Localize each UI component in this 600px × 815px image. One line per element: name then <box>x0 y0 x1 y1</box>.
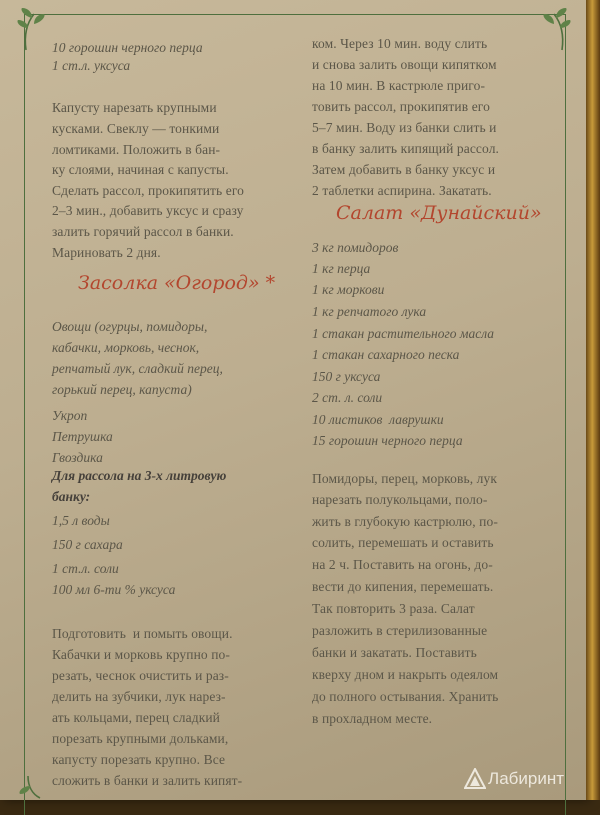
ingredient-line: 1 ст.л. уксуса <box>52 58 131 73</box>
text-line: банки и закатать. Поставить <box>312 645 477 660</box>
ingredient-line: Петрушка <box>52 429 113 444</box>
text-line: Помидоры, перец, морковь, лук <box>312 471 498 486</box>
ingredient-line: кабачки, морковь, чеснок, <box>52 340 200 355</box>
recipe-title: Засолка «Огород» * <box>78 272 276 294</box>
text-line: до полного остывания. Хранить <box>312 689 499 704</box>
ingredient-line: 150 г сахара <box>52 537 123 552</box>
text-line: на 2 ч. Поставить на огонь, до- <box>312 557 493 572</box>
leaf-ornament-icon <box>18 774 48 800</box>
ingredient-line: 10 горошин черного перца <box>52 40 203 55</box>
text-line: Подготовить и помыть овощи. <box>52 626 233 641</box>
ingredient-line: Укроп <box>52 408 88 423</box>
text-line: и снова залить овощи кипятком <box>312 57 497 72</box>
text-line: нарезать полукольцами, поло- <box>312 492 488 507</box>
text-line: ломтиками. Положить в бан- <box>52 142 221 157</box>
text-line: порезать крупными дольками, <box>52 731 229 746</box>
recipe-title: Салат «Дунайский» <box>336 202 542 224</box>
text-line: в прохладном месте. <box>312 711 433 726</box>
ingredient-line: 1,5 л воды <box>52 513 110 528</box>
ingredient-line: 15 горошин черного перца <box>312 433 463 448</box>
ingredient-line: 2 ст. л. соли <box>312 390 383 405</box>
text-line: Затем добавить в банку уксус и <box>312 162 496 177</box>
watermark-text: Лабиринт <box>488 769 564 788</box>
ingredient-line: 10 листиков лаврушки <box>312 412 444 427</box>
text-line: солить, перемешать и оставить <box>312 535 494 550</box>
ingredient-line: 1 кг моркови <box>312 282 385 297</box>
text-line: Кабачки и морковь крупно по- <box>52 647 230 662</box>
ingredient-line: 1 кг репчатого лука <box>312 304 427 319</box>
text-line: разложить в стерилизованные <box>312 623 488 638</box>
leaf-ornament-icon <box>534 6 574 52</box>
ingredient-line: 100 мл 6-ти % уксуса <box>52 582 176 597</box>
text-line: резать, чеснок очистить и раз- <box>52 668 229 683</box>
ingredient-line: 1 стакан растительного масла <box>312 326 495 341</box>
text-line: ку слоями, начиная с капусты. <box>52 162 229 177</box>
ingredient-line: репчатый лук, сладкий перец, <box>52 361 223 376</box>
book-binding <box>586 0 600 800</box>
text-line: жить в глубокую кастрюлю, по- <box>312 514 498 529</box>
text-line: ком. Через 10 мин. воду слить <box>312 36 488 51</box>
text-line: на 10 мин. В кастрюле приго- <box>312 78 486 93</box>
brine-heading: Для рассола на 3-х литровую <box>52 468 227 483</box>
ingredient-line: Овощи (огурцы, помидоры, <box>52 319 208 334</box>
text-line: ать кольцами, перец сладкий <box>52 710 221 725</box>
text-line: сложить в банки и залить кипят- <box>52 773 243 788</box>
ingredient-line: 1 ст.л. соли <box>52 561 119 576</box>
text-line: Так повторить 3 раза. Салат <box>312 601 475 616</box>
text-line: в банку залить кипящий рассол. <box>312 141 500 156</box>
text-line: вести до кипения, перемешать. <box>312 579 494 594</box>
text-line: товить рассол, прокипятив его <box>312 99 490 114</box>
text-line: Капусту нарезать крупными <box>52 100 217 115</box>
watermark <box>464 768 564 790</box>
ingredient-line: горький перец, капуста) <box>52 382 192 397</box>
text-line: Мариновать 2 дня. <box>52 245 161 260</box>
ingredient-line: 3 кг помидоров <box>312 240 399 255</box>
ingredient-line: 1 стакан сахарного песка <box>312 347 460 362</box>
text-line: 2 таблетки аспирина. Закатать. <box>312 183 492 198</box>
text-line: 5–7 мин. Воду из банки слить и <box>312 120 497 135</box>
text-line: делить на зубчики, лук нарез- <box>52 689 226 704</box>
text-line: 2–3 мин., добавить уксус и сразу <box>52 203 244 218</box>
text-line: кверху дном и накрыть одеялом <box>312 667 499 682</box>
text-line: залить горячий рассол в банки. <box>52 224 234 239</box>
ingredient-line: 150 г уксуса <box>312 369 381 384</box>
text-line: капусту порезать крупно. Все <box>52 752 226 767</box>
brine-heading: банку: <box>52 489 91 504</box>
labirint-logo-icon <box>464 768 486 790</box>
ingredient-line: 1 кг перца <box>312 261 371 276</box>
text-line: Сделать рассол, прокипятить его <box>52 183 245 198</box>
text-line: кусками. Свеклу — тонкими <box>52 121 220 136</box>
leaf-ornament-icon <box>14 6 54 52</box>
ingredient-line: Гвоздика <box>52 450 103 465</box>
